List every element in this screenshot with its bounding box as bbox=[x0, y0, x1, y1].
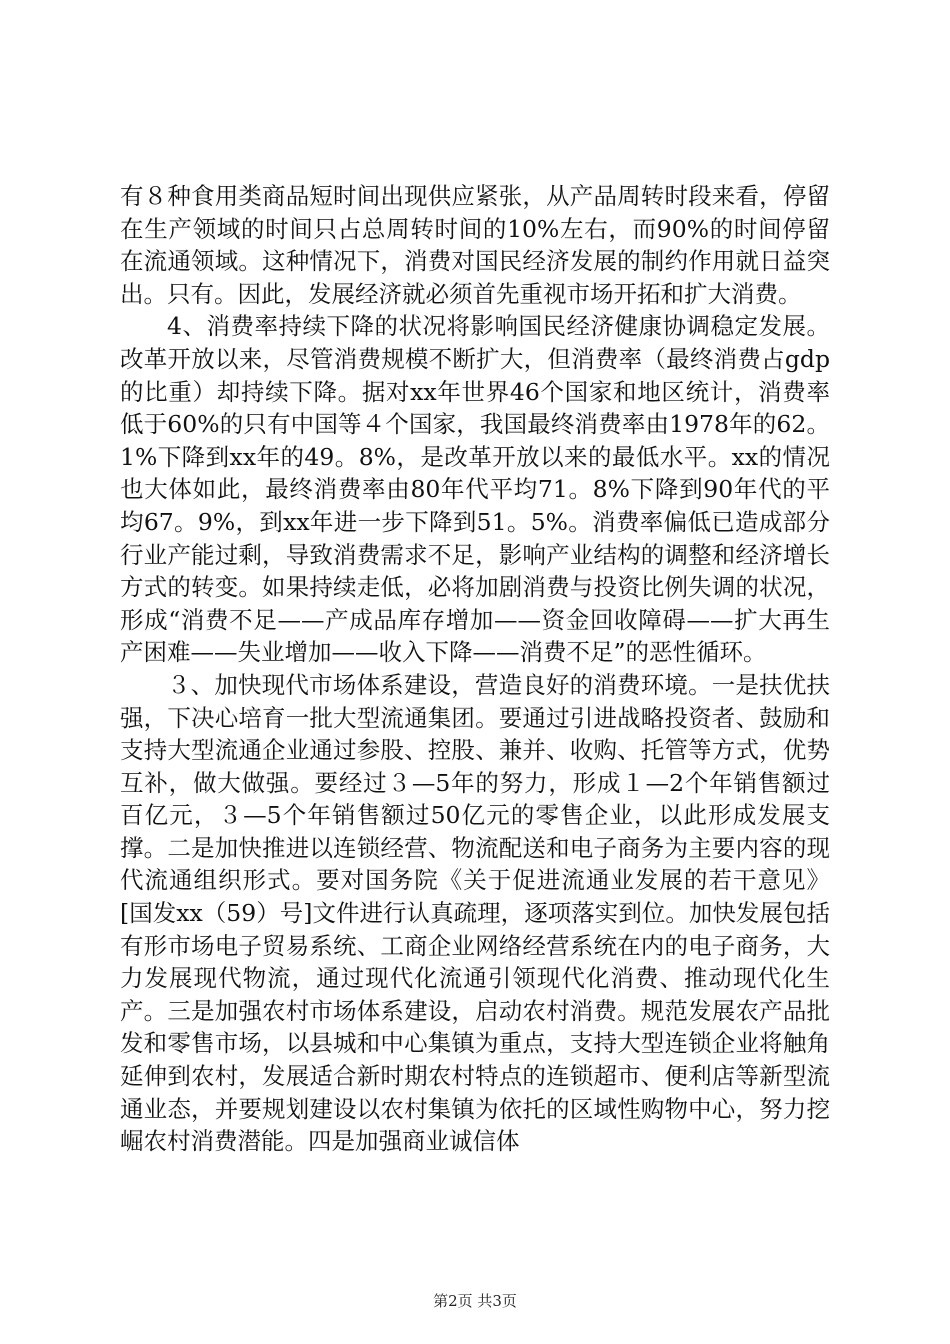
body-text bbox=[120, 180, 830, 1158]
paragraph-market-system: ３、加快现代市场体系建设，营造良好的消费环境。一是扶优扶强，下决心培育一批大型流通集团。要通过引进战略投资者、鼓励和支持大型流通企业通过参股、控股、兼并、收购、托管等方式，优势互补，做大做强。要经过３—5年的努力，形成１—2个年销售额过百亿元，３—5个年销售额过50亿元的零售企业，以此形成发展支撑。二是加快推进以连锁经营、物流配送和电子商务为主要内容的现代流通组织形式。要对国务院《关于促进流通业发展的若干意见》[国发xx（59）号]文件进行认真疏理，逐项落实到位。加快发展包括有形市场电子贸易系统、工商企业网络经营系统在内的电子商务，大力发展现代物流，通过现代化流通引领现代化消费、推动现代化生产。三是加强农村市场体系建设，启动农村消费。规范发展农产品批发和零售市场，以县城和中心集镇为重点，支持大型连锁企业将触角延伸到农村，发展适合新时期农村特点的连锁超市、便利店等新型流通业态，并要规划建设以农村集镇为依托的区域性购物中心，努力挖崛农村消费潜能。四是加强商业诚信体 bbox=[120, 670, 830, 1156]
paragraph-consumption-rate: 4、消费率持续下降的状况将影响国民经济健康协调稳定发展。改革开放以来，尽管消费规模不断扩大，但消费率（最终消费占gdp的比重）却持续下降。据对xx年世界46个国家和地区统计，消费率低于60%的只有中国等４个国家，我国最终消费率由1978年的62。1%下降到xx年的49。8%，是改革开放以来的最低水平。xx的情况也大体如此，最终消费率由80年代平均71。8%下降到90年代的平均67。9%，到xx年进一步下降到51。5%。消费率偏低已造成部分行业产能过剩，导致消费需求不足，影响产业结构的调整和经济增长方式的转变。如果持续走低，必将加剧消费与投资比例失调的状况，形成“消费不足——产成品库存增加——资金回收障碍——扩大再生产困难——失业增加——收入下降——消费不足”的恶性循环。 bbox=[120, 312, 830, 667]
paragraph-continuation: 有８种食用类商品短时间出现供应紧张，从产品周转时段来看，停留在生产领域的时间只占总周转时间的10%左右，而90%的时间停留在流通领域。这种情况下，消费对国民经济发展的制约作用就日益突出。只有。因此，发展经济就必须首先重视市场开拓和扩大消费。 bbox=[120, 182, 830, 308]
page-footer: 第2页 共3页 bbox=[433, 1292, 517, 1310]
